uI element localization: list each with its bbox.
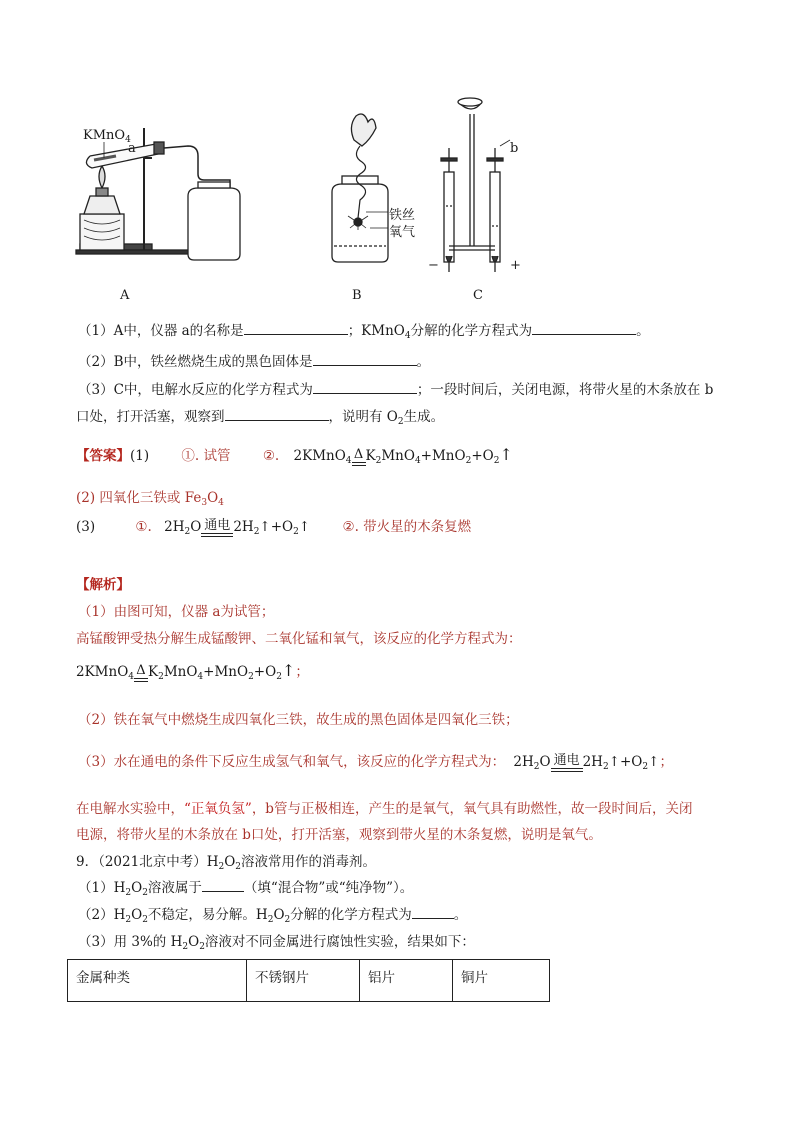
equation-water-electrolysis: $2H_2O$ 通电 $2H_2↑+O_2↑$	[164, 518, 311, 537]
blank-1a	[244, 321, 348, 335]
fig-label-c: C	[473, 288, 483, 303]
analysis-line-7: 电源，将带火星的木条放在 b口处，打开活塞，观察到带火星的木条复燃，说明是氧气。	[76, 827, 602, 843]
blank-1b	[532, 321, 636, 335]
table-header-cell: 铝片	[360, 960, 453, 1002]
fig-label-a: A	[120, 288, 130, 303]
table-header-cell: 不锈钢片	[247, 960, 360, 1002]
apparatus-b	[332, 114, 388, 262]
analysis-line-1: （1）由图可知，仪器 a为试管；	[78, 604, 275, 620]
blank-3a	[313, 380, 417, 394]
analysis-line-4: （2）铁在氧气中燃烧生成四氧化三铁，故生成的黑色固体是四氧化三铁；	[78, 712, 519, 728]
q9-sub-1: $(1)H_2O_2$溶液属于 （填“混合物”或“纯净物”）。	[78, 880, 414, 898]
apparatus-a	[76, 128, 240, 260]
fig-c-plus: +	[510, 258, 521, 273]
analysis-line-2: 高锰酸钾受热分解生成锰酸钾、二氧化锰和氧气，该反应的化学方程式为：	[76, 631, 522, 647]
blank-3b	[225, 407, 329, 421]
fig-a-marker: a	[128, 141, 136, 156]
answer-2: (2) 四氧化三铁或 $Fe_3O_4$	[76, 490, 224, 508]
q9-sub-3: （3）用 3%的 $H_2O_2$溶液对不同金属进行腐蚀性实验，结果如下：	[78, 934, 475, 952]
question-2: （2）B中，铁丝燃烧生成的黑色固体是 。	[78, 354, 431, 370]
q9-title: 9．（2021北京中考）$H_2O_2$溶液常用作的消毒剂。	[76, 854, 377, 872]
analysis-line-6: 在电解水实验中，“正氧负氢”，b管与正极相连，产生的是氧气，氧气具有助燃性，故一段时间后，关闭	[76, 801, 693, 817]
q9-sub-2: $(2)H_2O_2$不稳定，易分解。$H_2O_2$分解的化学方程式为 。	[78, 907, 468, 925]
analysis-tag: 【解析】	[76, 577, 130, 593]
analysis-equation-water: $2H_2O$ 通电 $2H_2↑+O_2↑$	[513, 753, 660, 772]
fig-c-minus: −	[428, 258, 439, 273]
blank-q9-2	[412, 905, 454, 919]
equation-kmno4: 2KMnO$_4$ Δ $K_2MnO_4+MnO_2+O_2↑$	[293, 445, 513, 466]
apparatus-c	[441, 98, 510, 272]
blank-2	[313, 352, 417, 366]
answer-3: (3) ①. $2H_2O$ 通电 $2H_2↑+O_2↑$ ②. 带火星的木条复燃	[76, 518, 472, 537]
fig-label-b: B	[352, 288, 362, 303]
analysis-line-5: （3）水在通电的条件下反应生成氢气和氧气，该反应的化学方程式为： $2H_2O$ 通电 $2H_2↑+O_2↑$；	[78, 753, 673, 772]
question-3-line2: 口处，打开活塞，观察到 ，说明有 $O_2$生成。	[76, 409, 445, 427]
metal-corrosion-table	[67, 959, 550, 1002]
analysis-line-3: 2KMnO$_4$ Δ $K_2MnO_4+MnO_2+O_2↑$；	[76, 661, 309, 682]
fig-a-kmno4-label: KMnO$_4$	[83, 128, 131, 145]
apparatus-figure	[70, 96, 550, 316]
blank-q9-1	[202, 878, 244, 892]
answer-tag: 【答案】	[76, 448, 130, 464]
question-1: （1）A中，仪器 a的名称是 ；KMnO$_4$分解的化学方程式为 。	[78, 323, 650, 341]
fig-b-wire-label: 铁丝	[389, 208, 416, 223]
fig-b-oxygen-label: 氧气	[389, 225, 416, 240]
analysis-equation-kmno4: 2KMnO$_4$ Δ $K_2MnO_4+MnO_2+O_2↑$	[76, 661, 296, 682]
table-header-cell: 铜片	[453, 960, 550, 1002]
answer-1: 【答案】(1) ①. 试管 ②. 2KMnO$_4$ Δ $K_2MnO_4+MnO_2+O_2↑$	[76, 445, 513, 466]
table-header-cell: 金属种类	[68, 960, 247, 1002]
table-row	[68, 960, 550, 1002]
question-3: （3）C中，电解水反应的化学方程式为 ；一段时间后，关闭电源，将带火星的木条放在 b	[78, 382, 714, 398]
fig-c-marker: b	[510, 141, 519, 156]
